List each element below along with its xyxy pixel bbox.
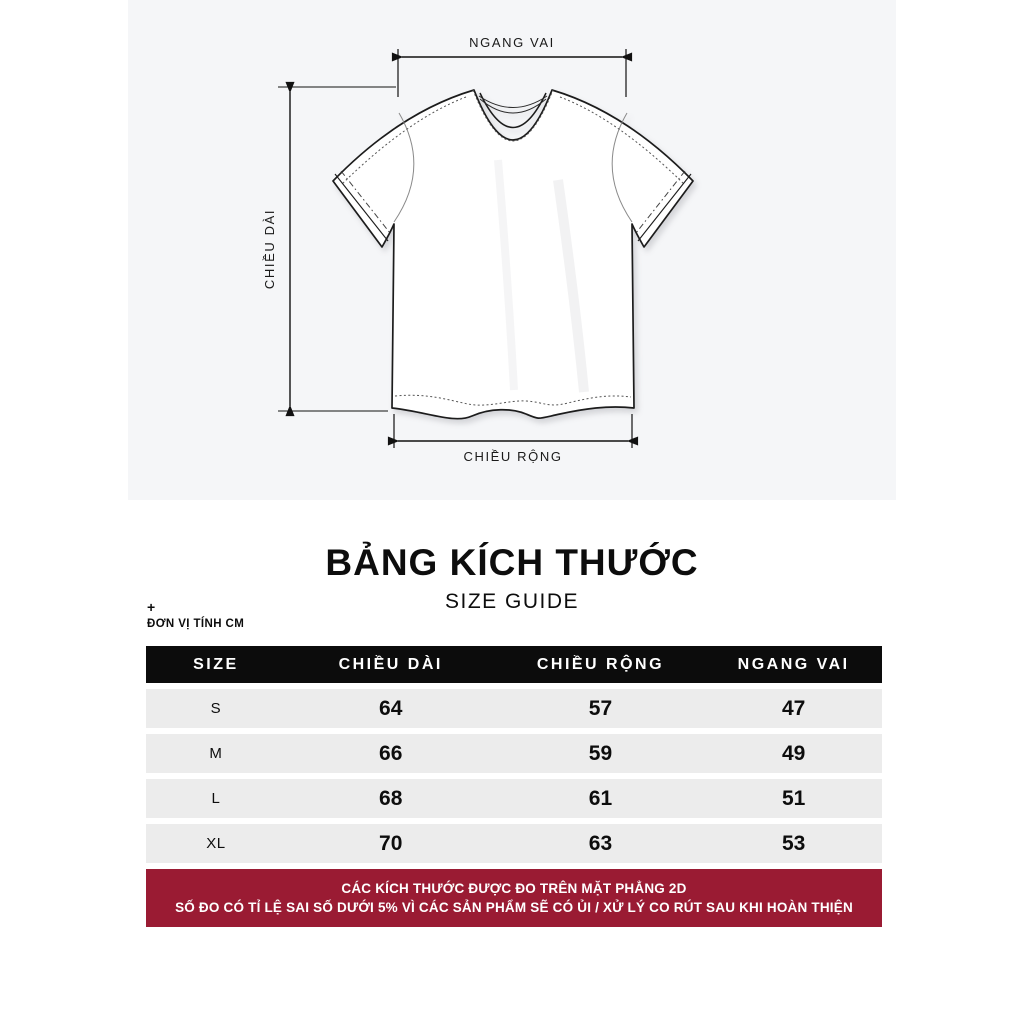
tshirt-drawing (333, 90, 693, 419)
column-header-width: CHIỀU RỘNG (536, 655, 665, 673)
shoulder-cell: 47 (781, 696, 806, 720)
length-measure-label: CHIỀU DÀI (262, 208, 277, 290)
width-cell: 59 (588, 741, 613, 765)
size-cell: S (210, 700, 222, 717)
shoulder-measurement (398, 49, 626, 97)
unit-note-text: ĐƠN VỊ TÍNH CM (147, 617, 245, 630)
size-cell: XL (206, 835, 226, 852)
shoulder-cell: 53 (781, 831, 806, 855)
width-cell: 63 (588, 831, 613, 855)
size-cell: M (209, 745, 223, 762)
table-row-xl (146, 824, 882, 863)
length-cell: 64 (379, 696, 403, 720)
width-cell: 57 (588, 696, 613, 720)
plus-icon: + (147, 599, 156, 615)
unit-note (147, 599, 244, 631)
shoulder-cell: 49 (781, 741, 806, 765)
size-table (146, 646, 882, 927)
measurement-disclaimer-banner (146, 869, 882, 927)
column-header-length: CHIỀU DÀI (338, 655, 443, 673)
page-title: BẢNG KÍCH THƯỚC (325, 542, 699, 583)
width-measurement (394, 414, 632, 448)
table-row-s (146, 689, 882, 728)
length-cell: 70 (379, 831, 403, 855)
column-header-size: SIZE (193, 655, 239, 673)
page-subtitle: SIZE GUIDE (444, 589, 580, 613)
tshirt-diagram-panel (128, 0, 896, 500)
disclaimer-line-1: CÁC KÍCH THƯỚC ĐƯỢC ĐO TRÊN MẶT PHẲNG 2D (341, 880, 687, 896)
width-cell: 61 (588, 786, 613, 810)
shoulder-measure-label: NGANG VAI (469, 35, 555, 50)
table-header-row (146, 646, 882, 683)
tshirt-diagram (128, 0, 896, 500)
table-row-l (146, 779, 882, 818)
length-cell: 68 (379, 786, 403, 810)
width-measure-label: CHIỀU RỘNG (463, 449, 563, 464)
length-measurement (278, 87, 396, 411)
disclaimer-line-2: SỐ ĐO CÓ TỈ LỆ SAI SỐ DƯỚI 5% VÌ CÁC SẢN PHẨM SẼ CÓ ỦI / XỬ LÝ CO RÚT SAU KHI HOÀN THIỆN (175, 900, 853, 915)
length-cell: 66 (379, 741, 403, 765)
column-header-shoulder: NGANG VAI (737, 655, 850, 673)
table-row-m (146, 734, 882, 773)
shoulder-cell: 51 (781, 786, 806, 810)
size-cell: L (211, 790, 221, 807)
